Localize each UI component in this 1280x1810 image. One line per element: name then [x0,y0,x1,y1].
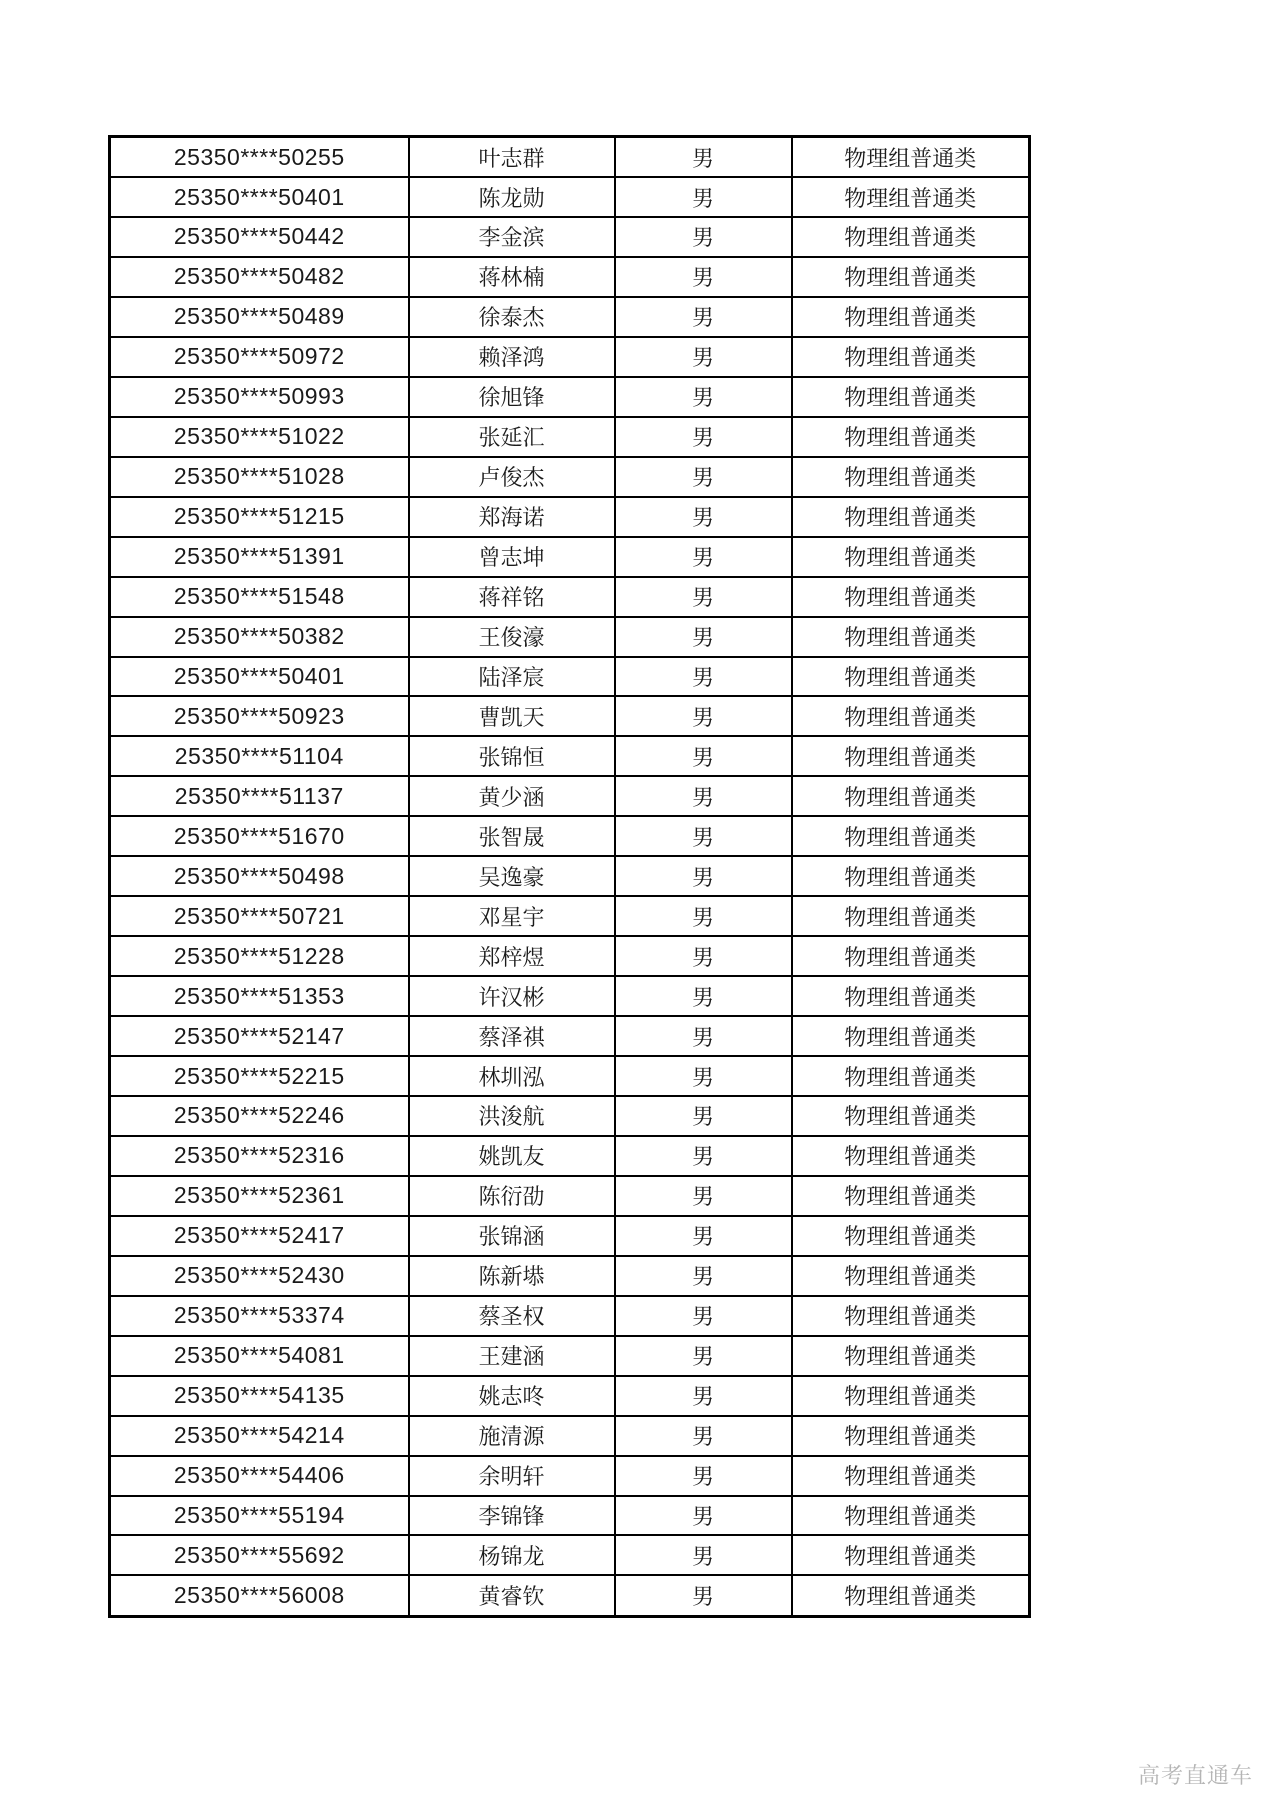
gender-cell: 男 [615,1136,792,1176]
exam-id-cell: 25350****50482 [110,257,409,297]
table-row [110,736,1030,776]
table-row [110,577,1030,617]
category-cell: 物理组普通类 [792,736,1030,776]
student-name-cell: 蒋祥铭 [409,577,615,617]
exam-id-cell: 25350****50401 [110,177,409,217]
exam-id-cell: 25350****52316 [110,1136,409,1176]
exam-id-cell: 25350****51548 [110,577,409,617]
student-name-cell: 陈衍劭 [409,1176,615,1216]
student-name-cell: 施清源 [409,1416,615,1456]
exam-id-cell: 25350****51022 [110,417,409,457]
category-cell: 物理组普通类 [792,896,1030,936]
category-cell: 物理组普通类 [792,657,1030,697]
gender-cell: 男 [615,1016,792,1056]
exam-id-cell: 25350****54406 [110,1456,409,1496]
category-cell: 物理组普通类 [792,1496,1030,1536]
category-cell: 物理组普通类 [792,1056,1030,1096]
exam-id-cell: 25350****50498 [110,856,409,896]
exam-id-cell: 25350****50972 [110,337,409,377]
exam-id-cell: 25350****50255 [110,137,409,178]
table-row [110,896,1030,936]
student-name-cell: 王俊濠 [409,617,615,657]
category-cell: 物理组普通类 [792,816,1030,856]
student-name-cell: 蔡泽祺 [409,1016,615,1056]
exam-id-cell: 25350****51028 [110,457,409,497]
table-row [110,457,1030,497]
category-cell: 物理组普通类 [792,297,1030,337]
category-cell: 物理组普通类 [792,337,1030,377]
table-row [110,177,1030,217]
table-row [110,1256,1030,1296]
table-row [110,696,1030,736]
gender-cell: 男 [615,696,792,736]
student-name-cell: 张锦恒 [409,736,615,776]
gender-cell: 男 [615,657,792,697]
table-row [110,377,1030,417]
gender-cell: 男 [615,1056,792,1096]
gender-cell: 男 [615,1296,792,1336]
table-row [110,1535,1030,1575]
category-cell: 物理组普通类 [792,856,1030,896]
student-name-cell: 黄少涵 [409,776,615,816]
exam-id-cell: 25350****51228 [110,936,409,976]
exam-id-cell: 25350****54214 [110,1416,409,1456]
exam-id-cell: 25350****51353 [110,976,409,1016]
exam-id-cell: 25350****54081 [110,1336,409,1376]
table-row [110,1056,1030,1096]
table-row [110,816,1030,856]
category-cell: 物理组普通类 [792,1256,1030,1296]
category-cell: 物理组普通类 [792,537,1030,577]
student-name-cell: 蒋林楠 [409,257,615,297]
gender-cell: 男 [615,1096,792,1136]
gender-cell: 男 [615,217,792,257]
table-row [110,297,1030,337]
exam-id-cell: 25350****50401 [110,657,409,697]
category-cell: 物理组普通类 [792,617,1030,657]
table-row [110,1016,1030,1056]
category-cell: 物理组普通类 [792,1575,1030,1616]
table-row [110,257,1030,297]
table-row [110,1216,1030,1256]
table-row [110,337,1030,377]
exam-id-cell: 25350****52361 [110,1176,409,1216]
student-name-cell: 王建涵 [409,1336,615,1376]
gender-cell: 男 [615,1416,792,1456]
table-row [110,417,1030,457]
table-row [110,936,1030,976]
gender-cell: 男 [615,936,792,976]
table-row [110,1136,1030,1176]
gender-cell: 男 [615,976,792,1016]
category-cell: 物理组普通类 [792,1336,1030,1376]
exam-id-cell: 25350****51137 [110,776,409,816]
table-row [110,1096,1030,1136]
student-name-cell: 郑梓煜 [409,936,615,976]
exam-id-cell: 25350****52246 [110,1096,409,1136]
category-cell: 物理组普通类 [792,1136,1030,1176]
exam-id-cell: 25350****53374 [110,1296,409,1336]
exam-id-cell: 25350****51104 [110,736,409,776]
student-name-cell: 陆泽宸 [409,657,615,697]
category-cell: 物理组普通类 [792,776,1030,816]
category-cell: 物理组普通类 [792,1456,1030,1496]
category-cell: 物理组普通类 [792,1416,1030,1456]
student-name-cell: 赖泽鸿 [409,337,615,377]
gender-cell: 男 [615,1176,792,1216]
category-cell: 物理组普通类 [792,257,1030,297]
gender-cell: 男 [615,736,792,776]
student-name-cell: 卢俊杰 [409,457,615,497]
student-name-cell: 姚志咚 [409,1376,615,1416]
gender-cell: 男 [615,497,792,537]
student-name-cell: 杨锦龙 [409,1535,615,1575]
category-cell: 物理组普通类 [792,976,1030,1016]
student-name-cell: 徐旭锋 [409,377,615,417]
gender-cell: 男 [615,377,792,417]
student-name-cell: 黄睿钦 [409,1575,615,1616]
roster-body [110,137,1030,1617]
gender-cell: 男 [615,257,792,297]
gender-cell: 男 [615,816,792,856]
gender-cell: 男 [615,1575,792,1616]
category-cell: 物理组普通类 [792,1176,1030,1216]
exam-id-cell: 25350****50382 [110,617,409,657]
table-row [110,137,1030,178]
student-name-cell: 陈新塨 [409,1256,615,1296]
category-cell: 物理组普通类 [792,377,1030,417]
table-row [110,1176,1030,1216]
exam-id-cell: 25350****51391 [110,537,409,577]
gender-cell: 男 [615,1256,792,1296]
gender-cell: 男 [615,776,792,816]
gender-cell: 男 [615,577,792,617]
student-name-cell: 曾志坤 [409,537,615,577]
watermark-text: 高考直通车 [1137,1763,1253,1788]
table-row [110,1496,1030,1536]
gender-cell: 男 [615,1376,792,1416]
student-name-cell: 张智晟 [409,816,615,856]
gender-cell: 男 [615,177,792,217]
category-cell: 物理组普通类 [792,1096,1030,1136]
gender-cell: 男 [615,337,792,377]
category-cell: 物理组普通类 [792,417,1030,457]
gender-cell: 男 [615,1456,792,1496]
category-cell: 物理组普通类 [792,497,1030,537]
exam-id-cell: 25350****50489 [110,297,409,337]
category-cell: 物理组普通类 [792,217,1030,257]
student-name-cell: 邓星宇 [409,896,615,936]
student-name-cell: 郑海诺 [409,497,615,537]
exam-id-cell: 25350****52147 [110,1016,409,1056]
table-row [110,1575,1030,1616]
exam-id-cell: 25350****52417 [110,1216,409,1256]
student-name-cell: 叶志群 [409,137,615,178]
gender-cell: 男 [615,1216,792,1256]
student-name-cell: 张延汇 [409,417,615,457]
student-name-cell: 林圳泓 [409,1056,615,1096]
table-row [110,217,1030,257]
student-name-cell: 陈龙勋 [409,177,615,217]
student-name-cell: 曹凯天 [409,696,615,736]
exam-id-cell: 25350****50993 [110,377,409,417]
student-name-cell: 李金滨 [409,217,615,257]
gender-cell: 男 [615,457,792,497]
table-row [110,1296,1030,1336]
gender-cell: 男 [615,1496,792,1536]
student-name-cell: 徐泰杰 [409,297,615,337]
exam-id-cell: 25350****52215 [110,1056,409,1096]
table-row [110,776,1030,816]
category-cell: 物理组普通类 [792,1016,1030,1056]
category-cell: 物理组普通类 [792,137,1030,178]
gender-cell: 男 [615,137,792,178]
category-cell: 物理组普通类 [792,177,1030,217]
student-name-cell: 姚凯友 [409,1136,615,1176]
category-cell: 物理组普通类 [792,1296,1030,1336]
category-cell: 物理组普通类 [792,457,1030,497]
exam-id-cell: 25350****50923 [110,696,409,736]
category-cell: 物理组普通类 [792,696,1030,736]
category-cell: 物理组普通类 [792,577,1030,617]
table-row [110,1456,1030,1496]
category-cell: 物理组普通类 [792,1535,1030,1575]
table-row [110,617,1030,657]
gender-cell: 男 [615,617,792,657]
exam-id-cell: 25350****56008 [110,1575,409,1616]
gender-cell: 男 [615,896,792,936]
student-name-cell: 李锦锋 [409,1496,615,1536]
table-row [110,657,1030,697]
gender-cell: 男 [615,856,792,896]
student-name-cell: 蔡圣权 [409,1296,615,1336]
exam-id-cell: 25350****55194 [110,1496,409,1536]
category-cell: 物理组普通类 [792,936,1030,976]
exam-id-cell: 25350****51670 [110,816,409,856]
gender-cell: 男 [615,297,792,337]
table-row [110,976,1030,1016]
exam-id-cell: 25350****52430 [110,1256,409,1296]
exam-id-cell: 25350****51215 [110,497,409,537]
gender-cell: 男 [615,417,792,457]
exam-id-cell: 25350****55692 [110,1535,409,1575]
exam-id-cell: 25350****50442 [110,217,409,257]
table-row [110,497,1030,537]
table-row [110,1416,1030,1456]
student-name-cell: 余明轩 [409,1456,615,1496]
table-row [110,1336,1030,1376]
category-cell: 物理组普通类 [792,1376,1030,1416]
gender-cell: 男 [615,1535,792,1575]
table-row [110,856,1030,896]
admission-roster-table [108,135,1031,1618]
student-name-cell: 张锦涵 [409,1216,615,1256]
student-name-cell: 洪浚航 [409,1096,615,1136]
student-name-cell: 许汉彬 [409,976,615,1016]
student-name-cell: 吴逸豪 [409,856,615,896]
exam-id-cell: 25350****50721 [110,896,409,936]
gender-cell: 男 [615,1336,792,1376]
exam-id-cell: 25350****54135 [110,1376,409,1416]
table-row [110,1376,1030,1416]
table-row [110,537,1030,577]
category-cell: 物理组普通类 [792,1216,1030,1256]
gender-cell: 男 [615,537,792,577]
